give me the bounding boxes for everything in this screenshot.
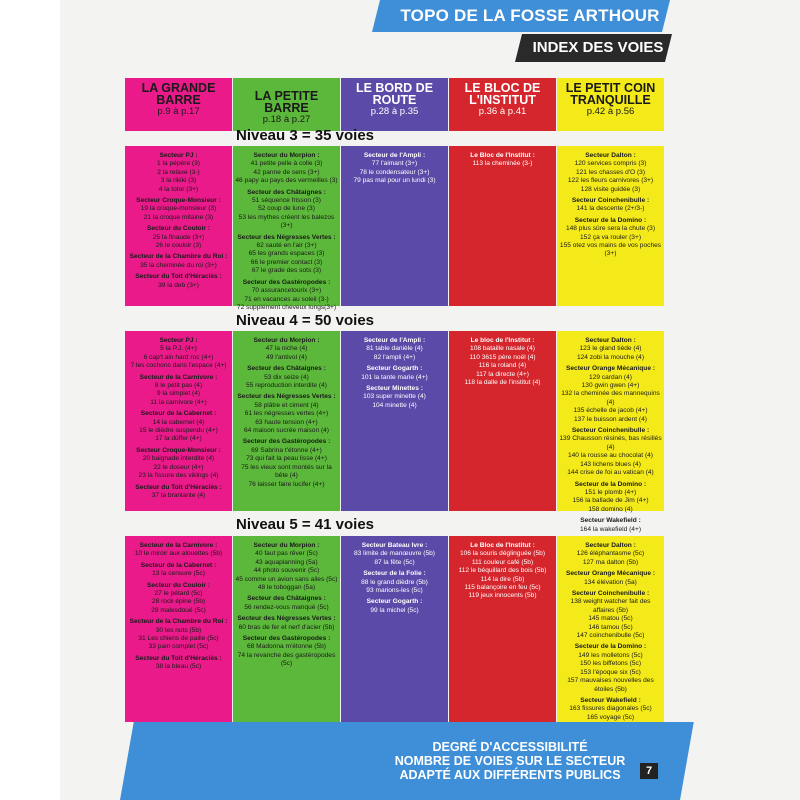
level3-bloc-institut bbox=[449, 146, 556, 306]
sector-name: Secteur de la Folie : bbox=[363, 570, 426, 578]
sector-group bbox=[559, 697, 662, 722]
route-item: 47 la niche (4) bbox=[265, 345, 308, 353]
route-item: 104 minette (4) bbox=[372, 401, 417, 409]
sector-name: Secteur PJ : bbox=[159, 337, 198, 344]
column-pages: p.28 à p.35 bbox=[370, 106, 419, 117]
route-item: 116 la roland (4) bbox=[478, 362, 527, 370]
sector-group bbox=[235, 542, 338, 592]
sector-group bbox=[127, 410, 230, 444]
sector-name: Secteur des Châtaignes : bbox=[247, 365, 326, 373]
sector-group bbox=[235, 365, 338, 390]
route-item: 122 les fleurs carnivores (3+) bbox=[567, 177, 654, 185]
sector-group bbox=[235, 234, 338, 276]
sector-name: Secteur des Gastéropodes : bbox=[242, 278, 331, 286]
level4-bloc-institut bbox=[449, 331, 556, 511]
sector-name: Secteur Gogarth : bbox=[366, 365, 423, 373]
route-item: 17 la düffer (4+) bbox=[155, 435, 202, 443]
sector-name: Secteur de la Chambre du Roi : bbox=[129, 253, 228, 261]
route-item: 129 cardan (4) bbox=[589, 373, 632, 381]
sector-group bbox=[559, 590, 662, 640]
route-item: 126 éléphantasme (5c) bbox=[576, 550, 645, 558]
level3-petite-barre bbox=[233, 146, 340, 311]
route-item: 53 dix seize (4) bbox=[264, 373, 309, 381]
route-item: 67 le grade des sots (3) bbox=[251, 267, 322, 275]
sector-group bbox=[559, 365, 662, 424]
sector-group bbox=[127, 618, 230, 652]
sector-name: Secteur de la Carnivore : bbox=[139, 542, 218, 549]
sector-group bbox=[127, 542, 230, 559]
column-pages: p.9 à p.17 bbox=[157, 106, 200, 117]
sector-name: Le Bloc de l'Institut : bbox=[470, 152, 535, 159]
sector-group bbox=[235, 337, 338, 362]
route-item: 70 assurancetourix (3+) bbox=[251, 287, 322, 295]
route-item: 141 la descente (2+/3-) bbox=[576, 205, 645, 213]
sector-name: Secteur des Négresses Vertes : bbox=[237, 233, 336, 241]
route-item: 22 le doseur (4+) bbox=[153, 463, 204, 471]
sector-name: Secteur Coinchenibulle : bbox=[571, 197, 650, 205]
route-item: 120 services compris (3) bbox=[574, 160, 647, 168]
column-header-bloc-institut bbox=[449, 78, 556, 131]
route-item: 44 photo souvenir (5c) bbox=[253, 567, 320, 575]
route-item: 62 sauté en l'air (3+) bbox=[256, 242, 317, 250]
route-item: 2 la relaxe (3-) bbox=[157, 168, 200, 176]
route-item: 77 l'aimant (3+) bbox=[371, 160, 418, 168]
sector-name: Secteur de la Domino : bbox=[574, 216, 647, 224]
column-header-bord-de-route bbox=[341, 78, 448, 131]
route-item: 128 visite guidée (3) bbox=[580, 185, 641, 193]
sector-name: Secteur des Négresses Vertes : bbox=[237, 615, 336, 623]
level5-bord-de-route bbox=[341, 536, 448, 722]
route-item: 135 échelle de jacob (4+) bbox=[573, 407, 648, 415]
route-item: 27 le pétard (5c) bbox=[154, 590, 203, 598]
route-item: 124 zobi la mouche (4) bbox=[576, 353, 645, 361]
sector-group bbox=[235, 189, 338, 231]
index-title: INDEX DES VOIES bbox=[532, 39, 664, 56]
level5-bloc-institut bbox=[449, 536, 556, 722]
level3-petit-coin bbox=[557, 146, 664, 306]
route-item: 87 la fête (5c) bbox=[374, 558, 415, 566]
route-item: 75 les vieux sont montés sur la bête (4) bbox=[241, 463, 332, 480]
route-item: 61 les négresses vertes (4+) bbox=[244, 410, 329, 418]
sector-group bbox=[343, 152, 446, 186]
column-header-grande-barre bbox=[125, 78, 232, 131]
sector-group bbox=[343, 337, 446, 362]
route-item: 56 rendez-vous manqué (5c) bbox=[244, 603, 329, 611]
sector-group bbox=[559, 217, 662, 259]
level4-petit-coin bbox=[557, 331, 664, 533]
route-item: 1 la pépère (3) bbox=[157, 160, 200, 168]
route-item: 147 coinchenibulle (5c) bbox=[576, 632, 645, 640]
route-item: 146 tamou (5c) bbox=[588, 623, 633, 631]
route-item: 29 malesdoué (5c) bbox=[151, 606, 206, 614]
route-item: 23 la fissure des vikings (4) bbox=[138, 472, 219, 480]
sector-group bbox=[127, 562, 230, 579]
route-item: 35 la cheminée du roi (3+) bbox=[140, 261, 217, 269]
column-pages: p.36 à p.41 bbox=[478, 106, 527, 117]
route-item: 63 haute tension (4+) bbox=[255, 418, 318, 426]
route-item: 20 baignade interdite (4) bbox=[142, 455, 215, 463]
sector-name: Secteur Croque-Monsieur : bbox=[136, 446, 221, 454]
sector-name: Secteur de la Domino : bbox=[574, 480, 647, 488]
route-item: 41 petite pelle à colle (3) bbox=[250, 160, 323, 168]
route-item: 13 la censure (5c) bbox=[152, 570, 205, 578]
sector-group bbox=[343, 365, 446, 382]
route-item: 65 les grands espaces (3) bbox=[248, 250, 325, 258]
route-item: 30 les nuts (5b) bbox=[155, 626, 202, 634]
sector-name: Secteur Wakefield : bbox=[580, 696, 641, 704]
sector-name: Secteur Dalton : bbox=[585, 337, 636, 344]
route-item: 156 la ballade de Jim (4+) bbox=[572, 497, 649, 505]
level5-petit-coin bbox=[557, 536, 664, 722]
route-item: 53 les mythes créent les balezos (3+) bbox=[238, 213, 335, 230]
route-item: 132 la cheminée des mannequins (4) bbox=[561, 390, 660, 406]
sector-name: Secteur PJ : bbox=[159, 152, 198, 159]
route-item: 78 le condensateur (3+) bbox=[359, 168, 430, 176]
column-header-petite-barre bbox=[233, 78, 340, 131]
route-item: 99 la michel (5c) bbox=[370, 606, 419, 614]
sector-group bbox=[235, 615, 338, 632]
route-item: 33 pain complet (5c) bbox=[148, 643, 209, 651]
level-title-5: Niveau 5 = 41 voies bbox=[236, 516, 375, 533]
route-item: 3 la rikiki (3) bbox=[160, 177, 197, 185]
column-name: LE BORD DE ROUTE bbox=[355, 81, 434, 107]
sector-name: Secteur du Couloir : bbox=[146, 225, 210, 233]
sector-group bbox=[559, 197, 662, 214]
sector-group bbox=[127, 225, 230, 250]
sector-name: Secteur des Châtaignes : bbox=[247, 595, 326, 603]
route-item: 149 les molletons (5c) bbox=[578, 651, 643, 659]
sector-name: Secteur du Couloir : bbox=[146, 581, 210, 589]
sector-name: Secteur du Toit d'Héraclès : bbox=[135, 273, 222, 281]
sector-name: Secteur Croque-Monsieur : bbox=[136, 197, 221, 205]
route-item: 111 couleur café (5b) bbox=[471, 558, 534, 566]
route-item: 148 plus sûre sera la chute (3) bbox=[565, 225, 656, 233]
page-spine bbox=[0, 0, 60, 800]
route-item: 21 la croque mitaine (3) bbox=[143, 213, 214, 221]
sector-name: Secteur du Toit d'Héraclès : bbox=[135, 483, 222, 491]
route-item: 66 le premier contact (3) bbox=[250, 258, 323, 266]
route-item: 58 plâtre et ciment (4) bbox=[254, 401, 319, 409]
sector-name: Secteur Bateau Ivre : bbox=[361, 542, 428, 549]
route-item: 51 séquence frisson (3) bbox=[252, 197, 321, 205]
sector-group bbox=[343, 570, 446, 595]
route-item: 64 maison sucrée maison (4) bbox=[243, 427, 330, 435]
sector-group bbox=[235, 635, 338, 669]
route-item: 15 le dièdre suspendu (4+) bbox=[139, 427, 218, 435]
route-item: 117 la directe (4+) bbox=[476, 370, 529, 378]
route-item: 42 panne de sens (3+) bbox=[253, 168, 320, 176]
route-item: 114 la dire (5b) bbox=[480, 575, 525, 583]
sector-group bbox=[235, 279, 338, 313]
route-item: 68 Madonna m'étonne (5b) bbox=[247, 643, 326, 651]
sector-group bbox=[235, 438, 338, 488]
route-item: 134 élévation (5a) bbox=[584, 578, 637, 586]
column-pages: p.18 à p.27 bbox=[262, 114, 311, 125]
sector-group bbox=[559, 517, 662, 534]
sector-group bbox=[451, 542, 554, 601]
route-item: 164 la wakefield (4+) bbox=[579, 525, 642, 533]
legend-line-1: DEGRÉ D'ACCESSIBILITÉ bbox=[432, 740, 588, 754]
route-item: 9 la simplet (4) bbox=[156, 390, 201, 398]
route-item: 43 aquaplanning (5a) bbox=[255, 558, 318, 566]
sector-name: Secteur Orange Mécanique : bbox=[565, 570, 656, 578]
sector-name: Secteur des Châtaignes : bbox=[247, 188, 326, 196]
sector-group bbox=[235, 152, 338, 186]
sector-name: Secteur Minettes : bbox=[366, 385, 423, 393]
route-item: 123 le gland tiède (4) bbox=[579, 345, 642, 353]
level5-grande-barre bbox=[125, 536, 232, 722]
route-item: 103 super minette (4) bbox=[363, 393, 426, 401]
route-item: 8 le petit pas (4) bbox=[154, 382, 203, 390]
route-item: 101 la tante marie (4+) bbox=[361, 373, 428, 381]
sector-name: Secteur du Morpion : bbox=[253, 337, 320, 344]
route-item: 121 les chasses d'O (3) bbox=[575, 168, 646, 176]
column-name: LA PETITE BARRE bbox=[254, 89, 319, 115]
route-item: 73 qui fait la peau lisse (4+) bbox=[246, 455, 327, 463]
sector-group bbox=[559, 643, 662, 693]
sector-group bbox=[127, 484, 230, 501]
sector-name: Secteur Wakefield : bbox=[580, 517, 641, 525]
route-item: 72 supplément cheveux longs(3+) bbox=[236, 303, 337, 311]
page-title: TOPO DE LA FOSSE ARTHOUR bbox=[400, 6, 660, 25]
route-item: 49 l'antivol (4) bbox=[266, 353, 307, 361]
sector-name: Secteur de la Chambre du Roi : bbox=[129, 618, 228, 626]
column-pages: p.42 à p.56 bbox=[586, 106, 635, 117]
sector-group bbox=[343, 542, 446, 567]
column-name: LE PETIT COIN TRANQUILLE bbox=[565, 81, 656, 107]
sector-name: Secteur de la Cabernet : bbox=[140, 410, 217, 418]
sector-name: Secteur des Gastéropodes : bbox=[242, 635, 331, 643]
sector-name: Secteur de la Cabernet : bbox=[140, 561, 217, 569]
sector-group bbox=[235, 595, 338, 612]
route-item: 165 voyage (5c) bbox=[586, 713, 635, 721]
route-item: 110 3615 père noël (4) bbox=[469, 353, 536, 361]
route-item: 79 pas mal pour un lundi (3) bbox=[353, 177, 436, 185]
route-item: 45 comme un avion sans ailes (5c) bbox=[235, 575, 338, 583]
sector-group bbox=[559, 542, 662, 567]
route-item: 40 faut pas rêver (5c) bbox=[255, 550, 318, 558]
sector-group bbox=[559, 481, 662, 515]
column-name: LE BLOC DE L'INSTITUT bbox=[464, 81, 541, 107]
sector-name: Secteur Dalton : bbox=[585, 542, 636, 549]
route-item: 150 les biffetons (5c) bbox=[579, 660, 642, 668]
sector-name: Secteur de l'Ampli : bbox=[363, 337, 426, 344]
route-item: 74 la revanche des gastéropodes (5c) bbox=[237, 651, 336, 668]
route-item: 69 Sabrina t'étonne (4+) bbox=[251, 446, 322, 454]
route-item: 28 rock épine (5b) bbox=[151, 598, 206, 606]
sector-group bbox=[127, 447, 230, 481]
route-item: 143 lichens blues (4) bbox=[580, 460, 641, 468]
sector-group bbox=[127, 337, 230, 371]
sector-name: Secteur du Morpion : bbox=[253, 152, 320, 159]
route-item: 10 le miroir aux alouettes (5b) bbox=[134, 550, 223, 558]
route-item: 81 table danièle (4) bbox=[366, 345, 423, 353]
route-item: 106 la souris déglinguée (5b) bbox=[459, 550, 546, 558]
route-item: 76 laisser faire lucifer (4+) bbox=[248, 480, 325, 488]
route-item: 11 la carnivore (4+) bbox=[150, 398, 207, 406]
route-item: 127 ma dalton (5b) bbox=[582, 558, 639, 566]
route-item: 113 la cheminée (3-) bbox=[472, 160, 533, 168]
sector-name: Secteur Coinchenibulle : bbox=[571, 427, 650, 435]
sector-name: Le bloc de l'Institut : bbox=[470, 337, 535, 344]
sector-group bbox=[343, 598, 446, 615]
route-item: 26 le couloir (3) bbox=[155, 242, 202, 250]
route-item: 46 papy au pays des vermeilles (3) bbox=[235, 177, 338, 185]
level3-grande-barre bbox=[125, 146, 232, 306]
route-item: 31 Les chiens de paille (5c) bbox=[138, 635, 219, 643]
sector-group bbox=[127, 273, 230, 290]
column-header-petit-coin bbox=[557, 78, 664, 131]
route-item: 19 la croque-monsieur (3) bbox=[140, 205, 217, 213]
sector-group bbox=[127, 374, 230, 408]
sector-group bbox=[127, 253, 230, 270]
route-item: 88 le grand dièdre (5b) bbox=[361, 578, 428, 586]
route-item: 163 fissures diagonales (5c) bbox=[569, 705, 652, 713]
route-item: 140 la rousse au chocolat (4) bbox=[567, 452, 654, 460]
route-item: 39 la deb (3+) bbox=[158, 281, 199, 289]
route-item: 157 mauvaises nouvelles des étoiles (5b) bbox=[567, 677, 654, 693]
level4-bord-de-route bbox=[341, 331, 448, 511]
sector-group bbox=[235, 393, 338, 435]
route-item: 118 la dalle de l'institut (4) bbox=[464, 379, 541, 387]
route-item: 158 domino (4) bbox=[588, 505, 633, 513]
route-item: 6 cap't ain hard roc (4+) bbox=[143, 353, 214, 361]
sector-name: Secteur de la Domino : bbox=[574, 643, 647, 651]
sector-group bbox=[343, 385, 446, 410]
route-item: 130 gwin gwen (4+) bbox=[581, 382, 640, 390]
route-item: 82 l'ampli (4+) bbox=[373, 353, 416, 361]
route-item: 14 la cabernet (4) bbox=[152, 418, 205, 426]
route-item: 145 matou (5c) bbox=[588, 615, 633, 623]
route-item: 25 la finaude (3+) bbox=[152, 233, 205, 241]
sector-name: Secteur Dalton : bbox=[585, 152, 636, 159]
route-item: 37 la branlante (4) bbox=[151, 491, 206, 499]
sector-name: Secteur du Toit d'Héraclès : bbox=[135, 654, 222, 662]
sector-group bbox=[559, 570, 662, 587]
route-item: 38 la bleau (5c) bbox=[155, 663, 202, 671]
route-item: 93 marions-les (5c) bbox=[366, 587, 423, 595]
route-item: 137 le buisson ardent (4) bbox=[574, 415, 647, 423]
route-item: 7 les cochons dans l'espace (4+) bbox=[130, 362, 227, 370]
route-item: 4 la totor (3+) bbox=[158, 185, 199, 193]
sector-name: Secteur des Négresses Vertes : bbox=[237, 393, 336, 401]
route-item: 108 bataille nasale (4) bbox=[470, 345, 535, 353]
route-item: 152 ça va rouler (3+) bbox=[579, 233, 642, 241]
level-title-3: Niveau 3 = 35 voies bbox=[236, 127, 375, 144]
level4-grande-barre bbox=[125, 331, 232, 511]
level-title-4: Niveau 4 = 50 voies bbox=[236, 312, 375, 329]
sector-name: Le Bloc de l'Institut : bbox=[470, 542, 535, 549]
sector-group bbox=[451, 337, 554, 387]
level5-petite-barre bbox=[233, 536, 340, 722]
sector-name: Secteur de l'Ampli : bbox=[363, 152, 426, 159]
route-item: 83 limite de manœuvre (5b) bbox=[354, 550, 435, 558]
sector-name: Secteur Orange Mécanique : bbox=[565, 365, 656, 373]
sector-name: Secteur Gogarth : bbox=[366, 598, 423, 606]
page-number: 7 bbox=[640, 763, 658, 779]
sector-group bbox=[127, 655, 230, 672]
route-item: 151 le plomb (4+) bbox=[584, 488, 637, 496]
route-item: 119 jeux innocents (5b) bbox=[468, 592, 537, 600]
sector-name: Secteur Coinchenibulle : bbox=[571, 590, 650, 598]
route-item: 52 coup de lune (3) bbox=[258, 205, 315, 213]
sector-group bbox=[559, 427, 662, 477]
sector-name: Secteur des Gastéropodes : bbox=[242, 438, 331, 446]
route-item: 60 bras de fer et nerf d'acier (5b) bbox=[238, 623, 335, 631]
route-item: 5 la P.J. (4+) bbox=[160, 345, 197, 353]
legend-line-3: ADAPTÉ AUX DIFFÉRENTS PUBLICS bbox=[399, 768, 621, 782]
route-item: 144 crise de foi au vatican (4) bbox=[567, 469, 654, 477]
sector-group bbox=[127, 582, 230, 616]
route-item: 153 l'époque six (5c) bbox=[580, 668, 641, 676]
sector-name: Secteur de la Carnivore : bbox=[139, 373, 218, 381]
level3-bord-de-route bbox=[341, 146, 448, 306]
sector-name: Secteur du Morpion : bbox=[253, 542, 320, 549]
sector-group bbox=[559, 152, 662, 194]
legend-line-2: NOMBRE DE VOIES SUR LE SECTEUR bbox=[394, 754, 626, 768]
route-item: 115 balançoire en feu (5c) bbox=[464, 584, 541, 592]
sector-group bbox=[127, 152, 230, 194]
sector-group bbox=[451, 152, 554, 169]
route-item: 139 Chausson résinés, bas résillés (4) bbox=[559, 435, 662, 451]
level4-petite-barre bbox=[233, 331, 340, 511]
route-item: 48 le toboggan (5a) bbox=[257, 584, 316, 592]
column-name: LA GRANDE BARRE bbox=[141, 81, 216, 107]
sector-group bbox=[127, 197, 230, 222]
route-item: 55 reproduction interdite (4) bbox=[245, 382, 327, 390]
route-item: 138 weight watcher fait des affaires (5b) bbox=[570, 598, 651, 614]
route-item: 112 le béquillard des bois (5b) bbox=[458, 567, 547, 575]
route-item: 71 en vacances au soleil (3-) bbox=[244, 295, 329, 303]
route-item: 155 otez vos mains de vos poches (3+) bbox=[559, 242, 662, 258]
sector-group bbox=[559, 337, 662, 362]
